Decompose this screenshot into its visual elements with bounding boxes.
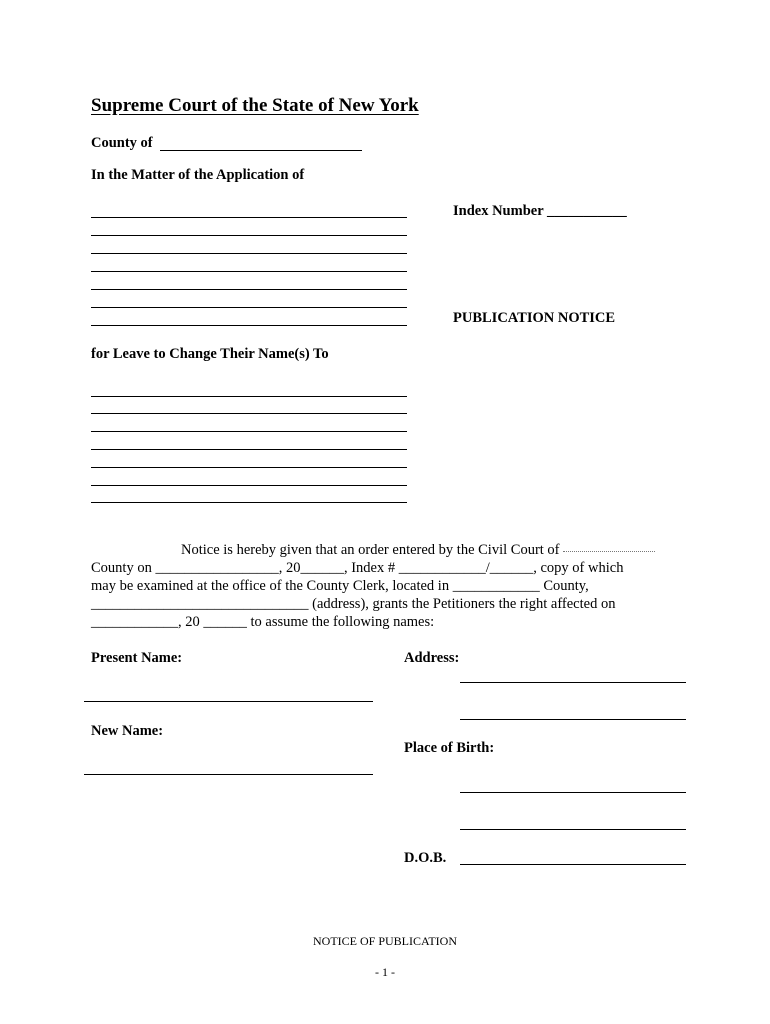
new-name-line-4[interactable] xyxy=(91,449,407,450)
notice-paragraph-line-3: may be examined at the office of the County Clerk, located in ____________ County, xyxy=(91,578,589,594)
address-input-line-1[interactable] xyxy=(460,682,686,683)
notice-line-1-text: Notice is hereby given that an order entered by the Civil Court of xyxy=(181,542,560,558)
new-name-line-3[interactable] xyxy=(91,431,407,432)
address-label: Address: xyxy=(404,650,460,666)
place-of-birth-input-line-1[interactable] xyxy=(460,792,686,793)
change-name-label: for Leave to Change Their Name(s) To xyxy=(91,346,329,362)
new-name-label: New Name: xyxy=(91,723,164,739)
address-input-line-2[interactable] xyxy=(460,719,686,720)
county-label: County of xyxy=(91,135,153,151)
applicant-line-2[interactable] xyxy=(91,235,407,236)
new-name-input-line[interactable] xyxy=(84,774,373,775)
place-of-birth-label: Place of Birth: xyxy=(404,740,495,756)
civil-court-blank[interactable] xyxy=(563,551,655,552)
new-name-line-5[interactable] xyxy=(91,467,407,468)
present-name-input-line[interactable] xyxy=(84,701,373,702)
new-name-line-2[interactable] xyxy=(91,413,407,414)
new-name-line-7[interactable] xyxy=(91,502,407,503)
present-name-label: Present Name: xyxy=(91,650,183,666)
page-number: - 1 - xyxy=(375,965,395,979)
index-number-label: Index Number ___________ xyxy=(453,203,627,219)
applicant-line-5[interactable] xyxy=(91,289,407,290)
applicant-line-3[interactable] xyxy=(91,253,407,254)
matter-label: In the Matter of the Application of xyxy=(91,167,305,183)
place-of-birth-input-line-2[interactable] xyxy=(460,829,686,830)
new-name-line-6[interactable] xyxy=(91,485,407,486)
footer-caption: NOTICE OF PUBLICATION xyxy=(313,934,457,948)
publication-notice-heading: PUBLICATION NOTICE xyxy=(453,310,616,326)
dob-label: D.O.B. xyxy=(404,850,447,866)
notice-paragraph-line-1 xyxy=(181,542,655,559)
county-input-line[interactable] xyxy=(160,150,362,151)
new-name-line-1[interactable] xyxy=(91,396,407,397)
applicant-line-6[interactable] xyxy=(91,307,407,308)
page-title: Supreme Court of the State of New York xyxy=(91,95,419,116)
applicant-line-7[interactable] xyxy=(91,325,407,326)
applicant-line-4[interactable] xyxy=(91,271,407,272)
notice-paragraph-line-5: ____________, 20 ______ to assume the following names: xyxy=(91,614,435,630)
dob-input-line[interactable] xyxy=(460,864,686,865)
notice-paragraph-line-4: ______________________________ (address), grants the Petitioners the right affected on xyxy=(91,596,616,612)
applicant-line-1[interactable] xyxy=(91,217,407,218)
notice-paragraph-line-2: County on _________________, 20______, Index # ____________/______, copy of which xyxy=(91,560,624,576)
